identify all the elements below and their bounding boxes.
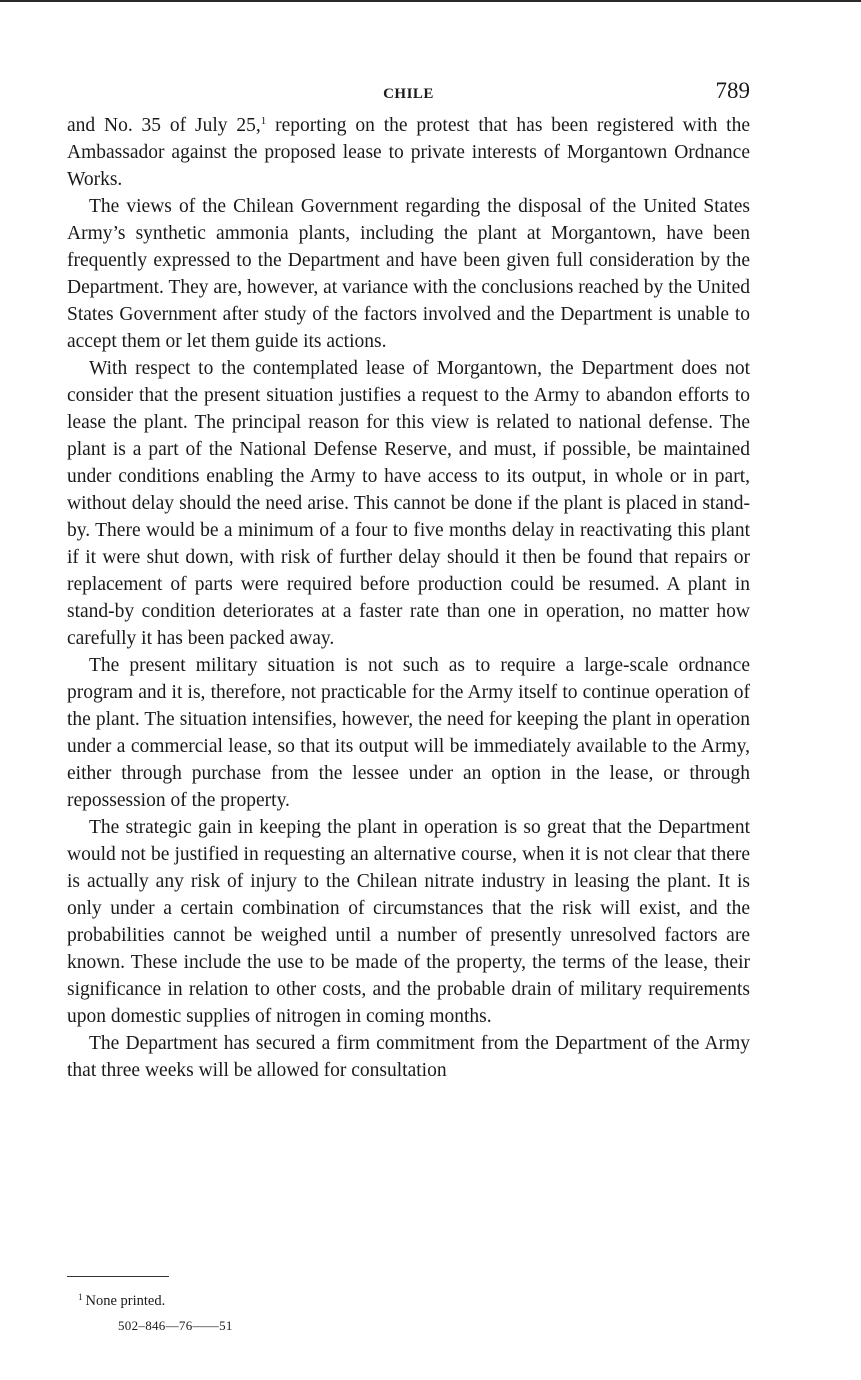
footnote — [78, 1292, 165, 1310]
paragraph-1-start: and No. 35 of July 25, — [67, 115, 261, 136]
paragraph-3: With respect to the contemplated lease of Morgantown, the Department does not consider that the present situation justifies a request to the Army to abandon efforts to lease the plant. The principal reason for this view is related to national defense. The plant is a part of the National Defense Reserve, and must, if possible, be maintained under conditions enabling the Army to have access to its output, in whole or in part, without delay should the need arise. This cannot be done if the plant is placed in stand-by. There would be a minimum of a four to five months delay in reactivating this plant if it were shut down, with risk of further delay should it then be found that repairs or replacement of parts were required before production could be resumed. A plant in stand-by condition deteriorates at a faster rate than one in operation, no matter how carefully it has been packed away. — [67, 358, 750, 649]
print-code: 502–846—76——51 — [118, 1318, 233, 1333]
body-text — [67, 112, 750, 1084]
paragraph-5: The strategic gain in keeping the plant in operation is so great that the Department would not be justified in requesting an alternative course, when it is not clear that there is actually any risk of injury to the Chilean nitrate industry in leasing the plant. It is only under a certain combination of circumstances that the risk will exist, and the probabilities cannot be weighed until a number of presently unresolved factors are known. These include the use to be made of the property, the terms of the lease, their significance in relation to other costs, and the probable drain of military requirements upon domestic supplies of nitrogen in coming months. — [67, 817, 750, 1027]
footnote-divider — [67, 1276, 169, 1277]
paragraph-1 — [67, 112, 750, 193]
running-title: CHILE — [383, 86, 434, 102]
footnote-mark: 1 — [78, 1292, 83, 1302]
paragraph-2: The views of the Chilean Government regarding the disposal of the United States Army’s synthetic ammonia plants, including the plant at Morgantown, have been frequently expressed to the Department and have been given full consideration by the Department. They are, however, at variance with the conclusions reached by the United States Government after study of the factors involved and the Department is unable to accept them or let them guide its actions. — [67, 196, 750, 352]
footnote-text: None printed. — [85, 1293, 166, 1309]
paragraph-6: The Department has secured a firm commitment from the Department of the Army that three weeks will be allowed for consultation — [67, 1033, 750, 1081]
paragraph-4: The present military situation is not such as to require a large-scale ordnance program and it is, therefore, not practicable for the Army itself to continue operation of the plant. The situation intensifies, however, the need for keeping the plant in operation under a commercial lease, so that its output will be immediately available to the Army, either through purchase from the lessee under an option in the lease, or through repossession of the property. — [67, 655, 750, 811]
paragraph-1-rest: reporting on the protest that has been registered with the Ambassador against the proposed lease to private interests of Morgantown Ordnance Works. — [67, 115, 750, 190]
running-head — [67, 76, 750, 112]
footnote-reference: 1 — [260, 115, 267, 127]
document-page — [67, 76, 750, 1084]
top-border-rule — [0, 0, 861, 2]
page-number: 789 — [715, 78, 750, 103]
